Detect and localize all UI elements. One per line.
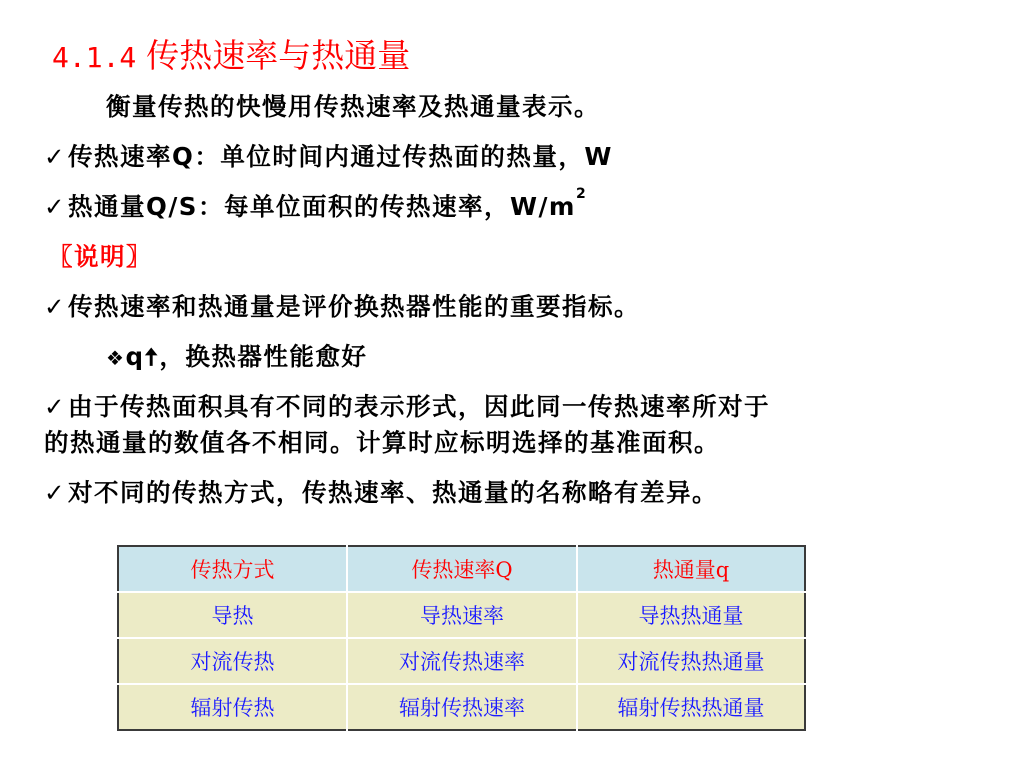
table-row bbox=[118, 638, 805, 684]
table-header-cell: 传热方式 bbox=[118, 546, 347, 592]
up-arrow-icon: 🠅 bbox=[144, 342, 160, 371]
intro-text: 衡量传热的快慢用传热速率及热通量表示。 bbox=[106, 92, 600, 121]
bullet-heat-flux: ✓热通量Q/S：每单位面积的传热速率，$W/m^2$ bbox=[44, 186, 588, 221]
table-cell: 辐射传热速率 bbox=[347, 684, 577, 730]
table-row bbox=[118, 684, 805, 730]
check-icon: ✓ bbox=[44, 392, 67, 421]
heat-transfer-table bbox=[117, 545, 806, 731]
table-header-row bbox=[118, 546, 805, 592]
section-number: 4.1.4 bbox=[52, 41, 137, 74]
check-icon: ✓ bbox=[44, 292, 67, 321]
check-icon: ✓ bbox=[44, 142, 67, 171]
note-heading: 〖说明〗 bbox=[48, 242, 152, 271]
table-header-cell: 热通量q bbox=[577, 546, 805, 592]
check-icon: ✓ bbox=[44, 478, 67, 507]
table-cell: 对流传热 bbox=[118, 638, 347, 684]
note-subitem: ❖q🠅，换热器性能愈好 bbox=[106, 342, 368, 371]
table-cell: 辐射传热 bbox=[118, 684, 347, 730]
note-item-area: ✓由于传热面积具有不同的表示形式，因此同一传热速率所对于 bbox=[44, 392, 771, 421]
table-cell: 导热热通量 bbox=[577, 592, 805, 638]
table-cell: 导热速率 bbox=[347, 592, 577, 638]
page-title bbox=[52, 30, 410, 77]
table-row bbox=[118, 592, 805, 638]
note-item-names: ✓对不同的传热方式，传热速率、热通量的名称略有差异。 bbox=[44, 478, 719, 507]
table-cell: 对流传热速率 bbox=[347, 638, 577, 684]
table-cell: 导热 bbox=[118, 592, 347, 638]
table-cell: 对流传热热通量 bbox=[577, 638, 805, 684]
note-item-area-continued: 的热通量的数值各不相同。计算时应标明选择的基准面积。 bbox=[44, 428, 720, 457]
table-header-cell: 传热速率Q bbox=[347, 546, 577, 592]
bullet-heat-rate: ✓传热速率Q：单位时间内通过传热面的热量，W bbox=[44, 142, 613, 171]
check-icon: ✓ bbox=[44, 192, 67, 221]
section-title: 传热速率与热通量 bbox=[146, 36, 411, 75]
note-item-indicator: ✓传热速率和热通量是评价换热器性能的重要指标。 bbox=[44, 292, 641, 321]
table-cell: 辐射传热热通量 bbox=[577, 684, 805, 730]
diamond-bullet-icon: ❖ bbox=[106, 346, 126, 370]
